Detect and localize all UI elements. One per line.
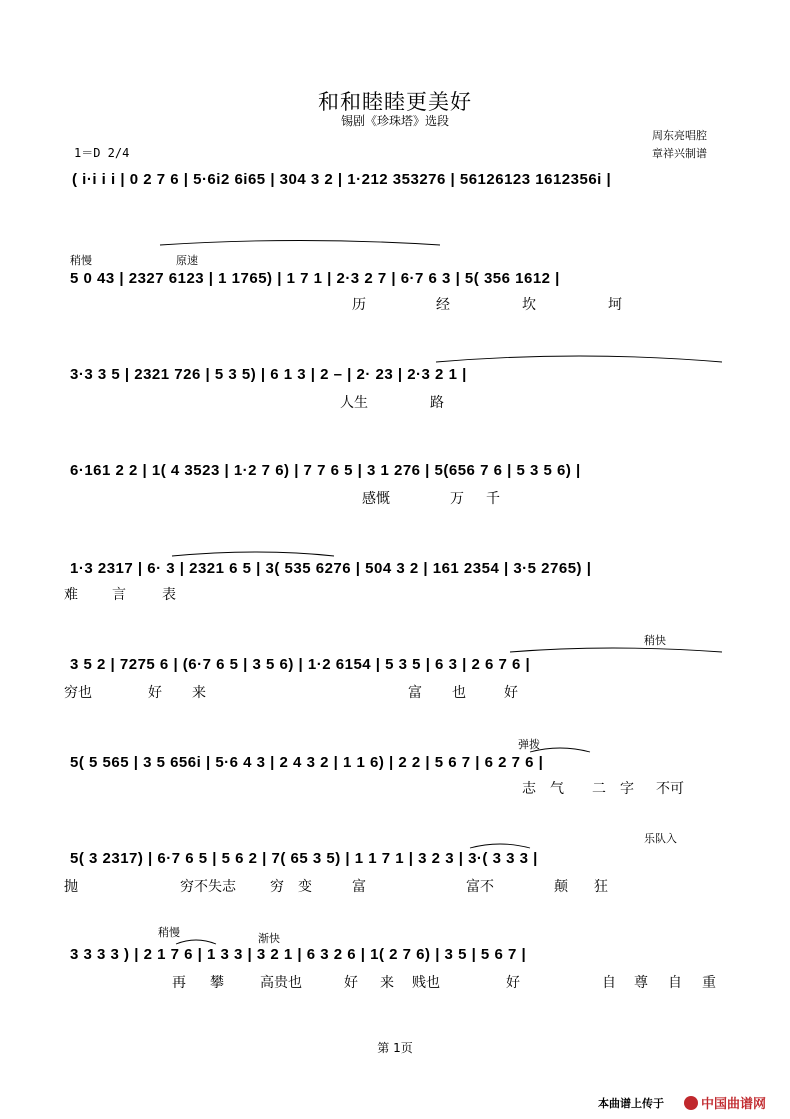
arranger-credit: 章祥兴制谱 [652, 147, 707, 160]
lyric: 千 [486, 491, 500, 507]
lyric: 富 [352, 879, 366, 895]
slur-arc [510, 648, 722, 652]
notation-line: 5 0 43 | 2327 6123 | 1 1765) | 1 7 1 | 2·3 2 7 | 6·7 6 3 | 5( 356 1612 | [70, 270, 560, 287]
page-number: 第 1页 [377, 1041, 413, 1055]
lyric: 自 [668, 975, 682, 991]
notation-line: 3 5 2 | 7275 6 | (6·7 6 5 | 3 5 6) | 1·2 6154 | 5 3 5 | 6 3 | 2 6 7 6 | [70, 656, 531, 673]
lyric: 人生 [340, 395, 368, 411]
instrument-mark: 弹拨 [518, 738, 540, 751]
lyric: 自 [602, 975, 616, 991]
score-subtitle: 锡剧《珍珠塔》选段 [340, 114, 449, 128]
notation-line: 3 3 3 3 ) | 2 1 7 6 | 1 3 3 | 3 2 1 | 6 3 2 6 | 1( 2 7 6) | 3 5 | 5 6 7 | [70, 946, 527, 963]
lyric: 狂 [594, 879, 608, 895]
lyric: 再 [172, 975, 186, 991]
tempo-mark: 稍慢 [70, 254, 92, 267]
lyric: 穷 [270, 879, 284, 895]
lyric: 也 [452, 685, 466, 701]
lyric: 好 [344, 975, 358, 991]
lyric: 志 [522, 781, 536, 797]
site-logo [684, 1092, 766, 1112]
notation-line: ( i·i i i | 0 2 7 6 | 5·6i2 6i65 | 304 3 2 | 1·212 353276 | 56126123 1612356i | [72, 171, 612, 188]
lyric: 好 [504, 685, 518, 701]
lyric: 言 [112, 587, 126, 603]
lyric: 贱也 [412, 975, 440, 991]
lyric: 经 [436, 297, 450, 313]
lyric: 万 [450, 491, 464, 507]
lyric: 路 [430, 395, 444, 411]
lyric: 重 [702, 975, 716, 991]
lyric: 穷不失志 [180, 879, 236, 895]
lyric: 颠 [554, 879, 568, 895]
tempo-mark: 渐快 [258, 932, 280, 945]
lyric: 历 [352, 297, 366, 313]
lyric: 坷 [608, 297, 622, 313]
lyric: 变 [298, 879, 312, 895]
lyric: 攀 [210, 975, 224, 991]
upload-note: 本曲谱上传于 [598, 1097, 664, 1110]
site-name: 中国曲谱网 [701, 1097, 767, 1112]
lyric: 好 [148, 685, 162, 701]
tempo-mark: 稍快 [644, 634, 666, 647]
tempo-mark: 稍慢 [158, 926, 180, 939]
lyric: 气 [550, 781, 564, 797]
lyric: 穷也 [64, 685, 92, 701]
lyric: 感慨 [362, 491, 390, 507]
lyric: 来 [380, 975, 394, 991]
key-signature: 1＝D 2/4 [74, 146, 130, 160]
slur-arc [160, 241, 440, 246]
tempo-mark: 原速 [176, 254, 198, 267]
slur-arc [470, 844, 530, 848]
lyric: 不可 [656, 781, 684, 797]
lyric: 坎 [522, 297, 536, 313]
lyric: 字 [620, 781, 634, 797]
lyric: 高贵也 [260, 975, 302, 991]
lyric: 富 [408, 685, 422, 701]
notation-line: 5( 5 565 | 3 5 656i | 5·6 4 3 | 2 4 3 2 | 1 1 6) | 2 2 | 5 6 7 | 6 2 7 6 | [70, 754, 544, 771]
lyric: 好 [506, 975, 520, 991]
score-title: 和和睦睦更美好 [318, 90, 472, 114]
lyric: 尊 [634, 975, 648, 991]
notation-line: 6·161 2 2 | 1( 4 3523 | 1·2 7 6) | 7 7 6 5 | 3 1 276 | 5(656 7 6 | 5 3 5 6) | [70, 462, 581, 479]
lyric: 来 [192, 685, 206, 701]
slur-arc [436, 356, 722, 362]
slur-arc [172, 552, 334, 556]
slur-arc [176, 940, 216, 944]
lyric: 难 [64, 587, 78, 603]
lyric: 二 [592, 781, 606, 797]
site-logo-icon [684, 1096, 698, 1110]
lyric: 表 [162, 587, 176, 603]
lyric: 抛 [64, 879, 78, 895]
singer-credit: 周东亮唱腔 [652, 129, 707, 142]
notation-line: 3·3 3 5 | 2321 726 | 5 3 5) | 6 1 3 | 2 – | 2· 23 | 2·3 2 1 | [70, 366, 467, 383]
lyric: 富不 [466, 879, 494, 895]
notation-line: 5( 3 2317) | 6·7 6 5 | 5 6 2 | 7( 65 3 5) | 1 1 7 1 | 3 2 3 | 3·( 3 3 3 | [70, 850, 538, 867]
notation-line: 1·3 2317 | 6· 3 | 2321 6 5 | 3( 535 6276 | 504 3 2 | 161 2354 | 3·5 2765) | [70, 560, 592, 577]
instrument-mark: 乐队入 [644, 832, 677, 845]
